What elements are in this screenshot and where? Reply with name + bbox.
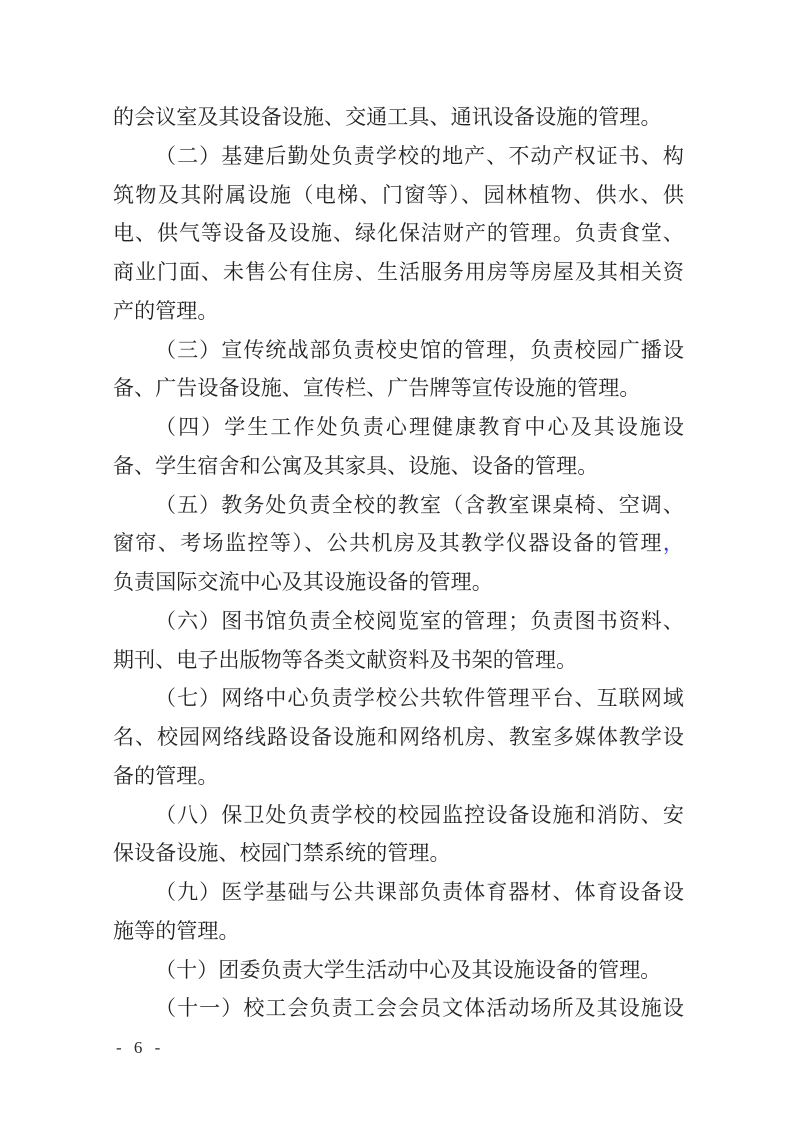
text-line	[113, 447, 684, 486]
text-line	[113, 602, 684, 641]
text-line	[113, 912, 684, 951]
text-segment: （十一）校工会负责工会会员文体活动场所及其设施设	[155, 996, 684, 1021]
text-line	[113, 873, 684, 912]
text-segment: （三）宣传统战部负责校史馆的管理，负责校园广播设	[155, 337, 684, 362]
text-line	[113, 524, 684, 563]
text-segment: （九）医学基础与公共课部负责体育器材、体育设备设	[155, 880, 684, 904]
text-segment: 施等的管理。	[113, 918, 240, 943]
text-segment: 备的管理。	[113, 763, 219, 788]
text-line	[113, 834, 684, 873]
document-body	[113, 98, 684, 1028]
text-line	[113, 718, 684, 757]
text-segment: （六）图书馆负责全校阅览室的管理；负责图书资料、	[155, 608, 684, 633]
text-line	[113, 214, 684, 253]
text-segment: （七）网络中心负责学校公共软件管理平台、互联网域	[155, 686, 684, 711]
text-line	[113, 989, 684, 1028]
text-segment: 负责国际交流中心及其设施设备的管理。	[113, 570, 493, 594]
text-segment: （二）基建后勤处负责学校的地产、不动产权证书、构	[155, 143, 684, 168]
text-line	[113, 486, 684, 525]
text-segment: 商业门面、未售公有住房、生活服务用房等房屋及其相关资	[113, 260, 684, 284]
text-line	[113, 137, 684, 176]
text-line	[113, 98, 684, 137]
blue-comma-segment: ，	[662, 531, 684, 556]
text-segment: （五）教务处负责全校的教室（含教室课桌椅、空调、	[155, 492, 684, 517]
text-segment: 名、校园网络线路设备设施和网络机房、教室多媒体教学设	[113, 725, 684, 749]
text-segment: 备、广告设备设施、宣传栏、广告牌等宣传设施的管理。	[113, 376, 641, 401]
text-line	[113, 292, 684, 331]
text-line	[113, 176, 684, 215]
text-segment: 产的管理。	[113, 298, 219, 323]
text-line	[113, 641, 684, 680]
text-line	[113, 369, 684, 408]
page-number: - 6 -	[116, 1038, 165, 1057]
text-line	[113, 253, 684, 292]
text-segment: （十）团委负责大学生活动中心及其设施设备的管理。	[155, 957, 662, 982]
text-segment: （四）学生工作处负责心理健康教育中心及其设施设	[155, 415, 684, 439]
text-segment: 窗帘、考场监控等）、公共机房及其教学仪器设备的管理	[113, 531, 663, 556]
text-line	[113, 331, 684, 370]
text-line	[113, 796, 684, 835]
text-segment: 期刊、电子出版物等各类文献资料及书架的管理。	[113, 647, 578, 672]
text-line	[113, 563, 684, 602]
text-segment: 筑物及其附属设施（电梯、门窗等）、园林植物、供水、供	[113, 182, 684, 207]
text-segment: 的会议室及其设备设施、交通工具、通讯设备设施的管理。	[113, 105, 662, 129]
text-line	[113, 679, 684, 718]
text-segment: （八）保卫处负责学校的校园监控设备设施和消防、安	[155, 802, 684, 827]
text-line	[113, 757, 684, 796]
text-line	[113, 408, 684, 447]
text-segment: 保设备设施、校园门禁系统的管理。	[113, 841, 451, 866]
text-line	[113, 951, 684, 990]
text-segment: 电、供气等设备及设施、绿化保洁财产的管理。负责食堂、	[113, 221, 684, 246]
text-segment: 备、学生宿舍和公寓及其家具、设施、设备的管理。	[113, 453, 599, 478]
